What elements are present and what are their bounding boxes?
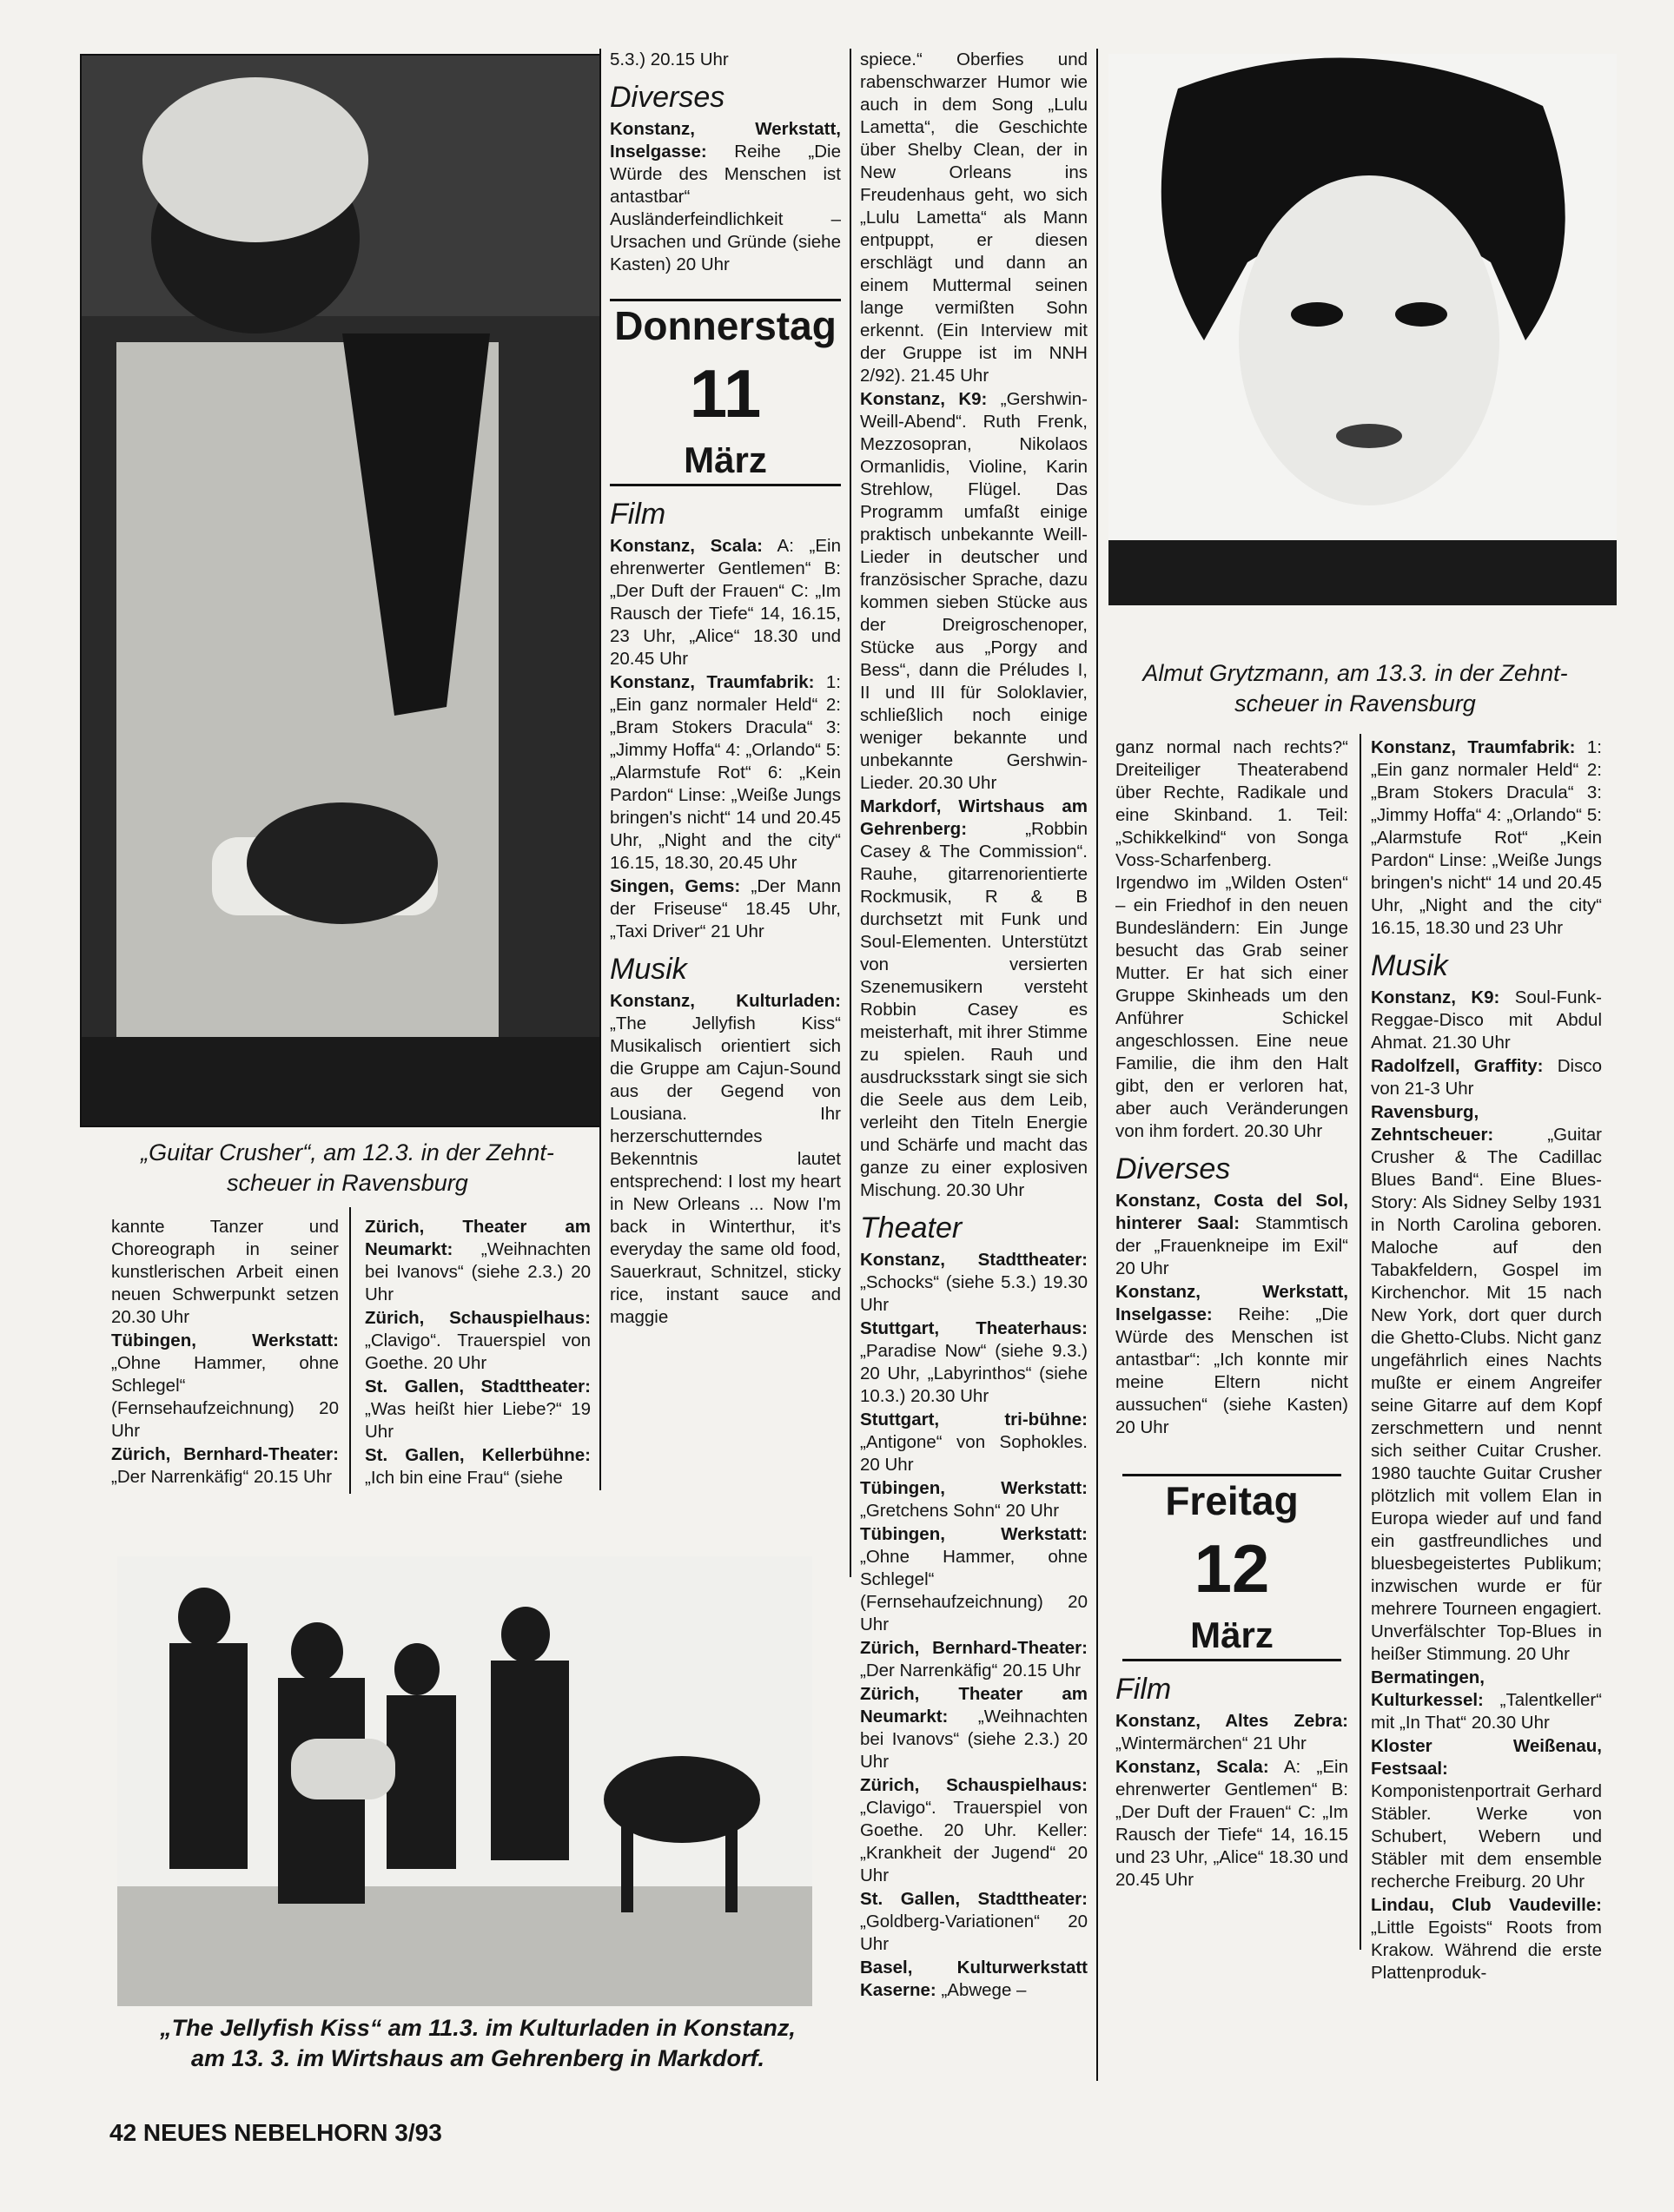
- listing-text: „Wintermärchen“ 21 Uhr: [1115, 1733, 1307, 1753]
- day-number: 12: [1194, 1530, 1270, 1607]
- listing-entry: [860, 49, 1088, 387]
- listing-venue: Radolfzell, Graffity:: [1371, 1056, 1544, 1076]
- column-a-entries: [111, 1216, 339, 1489]
- listing-entry: [1115, 1281, 1348, 1439]
- listing-entry: [860, 1317, 1088, 1408]
- listing-text: „Goldberg-Variationen“ 20 Uhr: [860, 1912, 1088, 1954]
- col4-entries: [860, 388, 1088, 1202]
- listing-entry: [365, 1307, 591, 1375]
- listing-venue: Basel, Kulturwerkstatt Kaserne:: [860, 1958, 1088, 2000]
- listing-text: „Was heißt hier Liebe?“ 19 Uhr: [365, 1399, 591, 1442]
- day-month: März: [684, 439, 767, 480]
- day-box-12: [1122, 1474, 1341, 1661]
- day-name: Donnerstag: [614, 303, 837, 348]
- listing-venue: Lindau, Club Vaudeville:: [1371, 1895, 1602, 1915]
- listing-venue: Zürich, Bernhard-Theater:: [860, 1638, 1088, 1658]
- listing-text: „Der Mann der Friseuse“ 18.45 Uhr, „Taxi Driver“ 21 Uhr: [610, 876, 842, 941]
- listing-venue: Zürich, Schauspielhaus:: [860, 1775, 1088, 1795]
- listing-entry: [1371, 1101, 1602, 1666]
- col4-top: [860, 49, 1088, 387]
- listing-text: A: „Ein ehrenwerter Gentlemen“ B: „Der Duft der Frauen“ C: „Im Rausch der Tiefe“ 14, 16.15, 23 Uhr, „Alice“ 18.30 und 20.45 Uhr: [610, 536, 841, 669]
- listing-text: „Der Narrenkäfig“ 20.15 Uhr: [111, 1467, 333, 1487]
- listing-venue: Markdorf, Wirtshaus am Gehrenberg:: [860, 796, 1088, 839]
- heading-musik: Musik: [610, 953, 687, 986]
- col5-film: [1115, 1710, 1348, 1892]
- listing-venue: St. Gallen, Stadttheater:: [860, 1889, 1088, 1909]
- listing-venue: Zürich, Theater am Neumarkt:: [860, 1684, 1088, 1727]
- col3-top: 5.3.) 20.15 Uhr: [610, 50, 729, 69]
- photo-guitar-crusher: [80, 54, 601, 1127]
- col4-theater: [860, 1249, 1088, 2002]
- column-rule: [1360, 734, 1361, 1950]
- column-6: [1371, 736, 1602, 1985]
- heading-musik: Musik: [1371, 949, 1448, 982]
- listing-venue: Konstanz, Altes Zebra:: [1115, 1711, 1348, 1731]
- listing-venue: Stuttgart, Theaterhaus:: [860, 1318, 1088, 1338]
- listing-entry: [365, 1216, 591, 1306]
- listing-entry: [860, 1409, 1088, 1476]
- listing-text: A: „Ein ehrenwerter Gentlemen“ B: „Der Duft der Frauen“ C: „Im Rausch der Tiefe“ 14, 16.15 und 23 Uhr, „Alice“ 18.30 und 20.45 Uhr: [1115, 1757, 1348, 1890]
- col5-top: [1115, 736, 1348, 1143]
- listing-text: Disco von 21-3 Uhr: [1371, 1056, 1602, 1099]
- listing-text: „Abwege –: [936, 1980, 1027, 2000]
- listing-text: 1: „Ein ganz normaler Held“ 2: „Bram Stokers Dracula“ 3: „Jimmy Hoffa“ 4: „Orlando“ 5: „Alarmstufe Rot“ „Kein Pardon“ Linse: „Weiße Jungs bringen's nicht“ 14 und 20.45 Uhr, „Night and the city“ 16.15, 18.30 und 23 Uhr: [1371, 737, 1603, 938]
- listing-venue: Konstanz, Traumfabrik:: [1371, 737, 1576, 757]
- col6-top: [1371, 736, 1602, 940]
- column-rule: [1096, 49, 1098, 2081]
- listing-text: ganz normal nach rechts?“ Dreiteiliger Theaterabend über Rechte, Radikale und eine Skinband. 1. Teil: „Schikkelkind“ von Songa Voss-Scharfenberg. Irgendwo im „Wilden Osten“ – ein Friedhof in den neuen Bundesländern: Ein Junge besucht das Grab seiner Mutter. Er hat sich einer Gruppe Skinheads um den Anführer Schickel angeschlossen. Eine neue Familie, die ihm den Halt gibt, den er verloren hat, aber auch Veränderungen von ihm fordert. 20.30 Uhr: [1115, 737, 1348, 1141]
- page-footer: 42 NEUES NEBELHORN 3/93: [109, 2119, 442, 2146]
- listing-entry: [610, 671, 841, 875]
- listing-venue: Konstanz, Werkstatt, Inselgasse:: [610, 119, 841, 162]
- listing-entry: [860, 796, 1088, 1202]
- col5-diverses: [1115, 1190, 1348, 1439]
- listing-text: Reihe „Die Würde des Menschen ist antastbar“ Ausländerfeindlichkeit – Ursachen und Gründe (siehe Kasten) 20 Uhr: [610, 142, 841, 274]
- listing-venue: Konstanz, K9:: [1371, 987, 1500, 1007]
- col6-musik: [1371, 987, 1602, 1984]
- listing-text: Stammtisch der „Frauenkneipe im Exil“ 20 Uhr: [1115, 1213, 1348, 1278]
- listing-entry: [860, 388, 1088, 795]
- listing-venue: Ravensburg, Zehntscheuer:: [1371, 1102, 1494, 1145]
- listing-text: Komponistenportrait Gerhard Stäbler. Werke von Schubert, Webern und Stäbler mit dem ensemble recherche Freiburg. 20 Uhr: [1371, 1781, 1602, 1892]
- listing-venue: St. Gallen, Kellerbühne:: [365, 1445, 591, 1465]
- listing-entry: [610, 535, 841, 670]
- listing-text: „Gretchens Sohn“ 20 Uhr: [860, 1501, 1060, 1521]
- column-rule: [349, 1207, 351, 1494]
- listing-venue: Konstanz, Scala:: [610, 536, 763, 556]
- listing-venue: Singen, Gems:: [610, 876, 741, 896]
- day-number: 11: [689, 355, 762, 432]
- listing-text: „Weihnachten bei Ivanovs“ (siehe 2.3.) 20 Uhr: [365, 1239, 591, 1304]
- listing-venue: Kloster Weißenau, Festsaal:: [1371, 1736, 1602, 1779]
- listing-text: „Der Narrenkäfig“ 20.15 Uhr: [860, 1661, 1082, 1680]
- listing-entry: [365, 1376, 591, 1443]
- listing-entry: [860, 1249, 1088, 1317]
- listing-text: „Clavigo“. Trauerspiel von Goethe. 20 Uhr: [365, 1331, 591, 1373]
- listing-entry: [860, 1637, 1088, 1682]
- heading-diverses: Diverses: [610, 81, 725, 114]
- listing-venue: Konstanz, Traumfabrik:: [610, 672, 815, 692]
- listing-entry: [610, 990, 841, 1329]
- listing-text: spiece.“ Oberfies und rabenschwarzer Humor wie auch in dem Song „Lulu Lametta“, die Geschichte über Shelby Clean, der in New Orleans ins Freudenhaus geht, wo sich „Lulu Lametta“ als Mann entpuppt, er diesen erschlägt und dann an einem Muttermal seinen lange vermißten Sohn erkennt. (Ein Interview mit der Gruppe ist im NNH 2/92). 21.45 Uhr: [860, 50, 1088, 386]
- listing-entry: [1115, 1756, 1348, 1892]
- listing-venue: Tübingen, Werkstatt:: [860, 1478, 1088, 1498]
- listing-entry: [610, 875, 841, 943]
- heading-film: Film: [1115, 1673, 1172, 1706]
- listing-text: Soul-Funk-Reggae-Disco mit Abdul Ahmat. 21.30 Uhr: [1371, 987, 1602, 1053]
- listing-venue: Konstanz, Stadttheater:: [860, 1250, 1088, 1270]
- photo-almut-grytzmann: [1108, 54, 1617, 605]
- listing-entry: [111, 1330, 339, 1443]
- listing-entry: [860, 1957, 1088, 2002]
- listing-text: „Robbin Casey & The Commission“. Rauhe, gitarrenorientierte Rockmusik, R & B durchsetzt mit Funk und Soul-Elementen. Unterstützt von versierten Szenemusikern versteht Robbin Casey es meisterhaft, mit ihrer Stimme zu spielen. Rauh und ausdrucksstark singt sie sich die Seele aus dem Leib, verleiht den Titeln Energie und Schärfe und macht das ganze zu einer explosiven Mischung. 20.30 Uhr: [860, 819, 1088, 1200]
- listing-entry: [1371, 987, 1602, 1054]
- listing-text: „Talentkeller“ mit „In That“ 20.30 Uhr: [1371, 1690, 1602, 1733]
- listing-venue: Tübingen, Werkstatt:: [111, 1331, 339, 1350]
- col3-diverses: [610, 118, 841, 276]
- listing-text: „The Jellyfish Kiss“ Musikalisch orientiert sich die Gruppe am Cajun-Sound aus der Gegend von Lousiana. Ihr herzerschutterndes Bekenntnis lautet entsprechend: I lost my heart in New Orleans ... Now I'm back in Winterthur, it's everyday the same old food, Sauerkraut, Schnitzel, sticky rice, instant sauce and maggie: [610, 1014, 841, 1327]
- col3-film: [610, 535, 841, 943]
- listing-entry: [111, 1216, 339, 1329]
- day-month: März: [1190, 1614, 1274, 1655]
- column-b: [365, 1216, 591, 1490]
- listing-text: „Schocks“ (siehe 5.3.) 19.30 Uhr: [860, 1272, 1088, 1315]
- column-4: [860, 49, 1088, 2003]
- listing-entry: [1115, 736, 1348, 1143]
- listing-entry: [1371, 1667, 1602, 1734]
- listing-venue: Konstanz, K9:: [860, 389, 988, 409]
- photo-jellyfish-kiss: [117, 1556, 812, 2006]
- listing-entry: [860, 1683, 1088, 1773]
- listing-entry: [860, 1774, 1088, 1887]
- day-box-11: [610, 299, 841, 486]
- listing-entry: [860, 1477, 1088, 1522]
- listing-text: „Ohne Hammer, ohne Schlegel“ (Fernsehaufzeichnung) 20 Uhr: [860, 1547, 1088, 1634]
- listing-entry: [610, 118, 841, 276]
- caption-guitar-crusher: „Guitar Crusher“, am 12.3. in der Zehnt-scheuer in Ravensburg: [141, 1139, 554, 1196]
- column-a: [111, 1216, 339, 1489]
- column-rule: [599, 49, 601, 1490]
- listing-text: „Clavigo“. Trauerspiel von Goethe. 20 Uhr. Keller: „Krankheit der Jugend“ 20 Uhr: [860, 1798, 1088, 1885]
- listing-entry: [1115, 1190, 1348, 1280]
- listing-venue: Konstanz, Costa del Sol, hinterer Saal:: [1115, 1191, 1348, 1233]
- listing-venue: Zürich, Theater am Neumarkt:: [365, 1217, 591, 1259]
- heading-theater: Theater: [860, 1212, 963, 1245]
- listing-text: „Antigone“ von Sophokles. 20 Uhr: [860, 1432, 1088, 1475]
- column-3: [610, 49, 841, 1330]
- heading-film: Film: [610, 498, 666, 531]
- listing-venue: St. Gallen, Stadttheater:: [365, 1377, 591, 1397]
- listing-text: kannte Tanzer und Choreograph in seiner kunstlerischen Arbeit einen neuen Schwerpunkt setzen 20.30 Uhr: [111, 1217, 339, 1327]
- listing-entry: [365, 1444, 591, 1489]
- caption-jellyfish-kiss: „The Jellyfish Kiss“ am 11.3. im Kulturladen in Konstanz, am 13. 3. im Wirtshaus am Gehrenberg in Markdorf.: [160, 2015, 796, 2071]
- listing-venue: Zürich, Schauspielhaus:: [365, 1308, 591, 1328]
- listing-text: „Little Egoists“ Roots from Krakow. Während die erste Plattenproduk-: [1371, 1918, 1602, 1983]
- listing-venue: Zürich, Bernhard-Theater:: [111, 1444, 339, 1464]
- listing-venue: Konstanz, Scala:: [1115, 1757, 1269, 1777]
- listing-text: „Weihnachten bei Ivanovs“ (siehe 2.3.) 20 Uhr: [860, 1707, 1088, 1772]
- listing-text: „Ich bin eine Frau“ (siehe: [365, 1468, 563, 1488]
- column-b-entries: [365, 1216, 591, 1489]
- listing-text: „Paradise Now“ (siehe 9.3.) 20 Uhr, „Labyrinthos“ (siehe 10.3.) 20.30 Uhr: [860, 1341, 1088, 1406]
- listing-entry: [860, 1523, 1088, 1636]
- caption-almut-grytzmann: Almut Grytzmann, am 13.3. in der Zehnt-scheuer in Ravensburg: [1142, 660, 1568, 716]
- listing-entry: [1371, 1735, 1602, 1893]
- heading-diverses: Diverses: [1115, 1152, 1231, 1185]
- column-rule: [850, 49, 851, 1577]
- listing-venue: Bermatingen, Kulturkessel:: [1371, 1667, 1485, 1710]
- listing-venue: Konstanz, Kulturladen:: [610, 991, 841, 1011]
- listing-entry: [111, 1443, 339, 1489]
- listing-entry: [1371, 1894, 1602, 1984]
- listing-entry: [860, 1888, 1088, 1956]
- listing-text: „Guitar Crusher & The Cadillac Blues Band“. Eine Blues-Story: Als Sidney Selby 1931 in North Carolina geboren. Maloche auf den Tabakfeldern, Gospel im Kirchenchor. Mit 15 nach New York, dort quer durch die Ghetto-Clubs. Nicht ganz ungefährlich eines Nachts mußte er einem Angreifer seine Gitarre auf dem Kopf zerschmettern und nennt sich seither Cuitar Crusher. 1980 tauchte Guitar Crusher plötzlich mit vollem Elan in Europa wieder auf und fand ein gastfreundliches und bluesbegeistertes Publikum; inzwischen wurde er für mehrere Tourneen engagiert. Unverfälschter Top-Blues in heißer Stimmung. 20 Uhr: [1371, 1125, 1602, 1664]
- listing-text: Reihe: „Die Würde des Menschen ist antastbar“: „Ich konnte mir meine Eltern nicht aussuchen“ (siehe Kasten) 20 Uhr: [1115, 1304, 1348, 1437]
- listing-text: „Gershwin-Weill-Abend“. Ruth Frenk, Mezzosopran, Nikolaos Ormanlidis, Violine, Karin Strehlow, Flügel. Das Programm umfaßt einige praktisch unbekannte Weill-Lieder in deutscher und französischer Sprache, dazu kommen sieben Stücke aus der Dreigroschenoper, Stücke aus „Porgy and Bess“, dann die Préludes I, II und III für Soloklavier, schließlich noch einige weniger bekannte und unbekannte Gershwin-Lieder. 20.30 Uhr: [860, 389, 1088, 793]
- listing-venue: Konstanz, Werkstatt, Inselgasse:: [1115, 1282, 1348, 1324]
- day-name: Freitag: [1165, 1478, 1299, 1523]
- listing-venue: Stuttgart, tri-bühne:: [860, 1410, 1088, 1430]
- listing-entry: [1371, 736, 1602, 940]
- listing-entry: [1115, 1710, 1348, 1755]
- listing-text: 1: „Ein ganz normaler Held“ 2: „Bram Stokers Dracula“ 3: „Jimmy Hoffa“ 4: „Orlando“ 5: „Alarmstufe Rot“ 6: „Kein Pardon“ Linse: „Weiße Jungs bringen's nicht“ 14 und 20.45 Uhr, „Night and the city“ 16.15, 18.30, 20.45 Uhr: [610, 672, 842, 873]
- listing-venue: Tübingen, Werkstatt:: [860, 1524, 1088, 1544]
- listing-entry: [1371, 1055, 1602, 1100]
- col3-musik: [610, 990, 841, 1329]
- column-5: [1115, 736, 1348, 1892]
- listing-text: „Ohne Hammer, ohne Schlegel“ (Fernsehaufzeichnung) 20 Uhr: [111, 1353, 339, 1441]
